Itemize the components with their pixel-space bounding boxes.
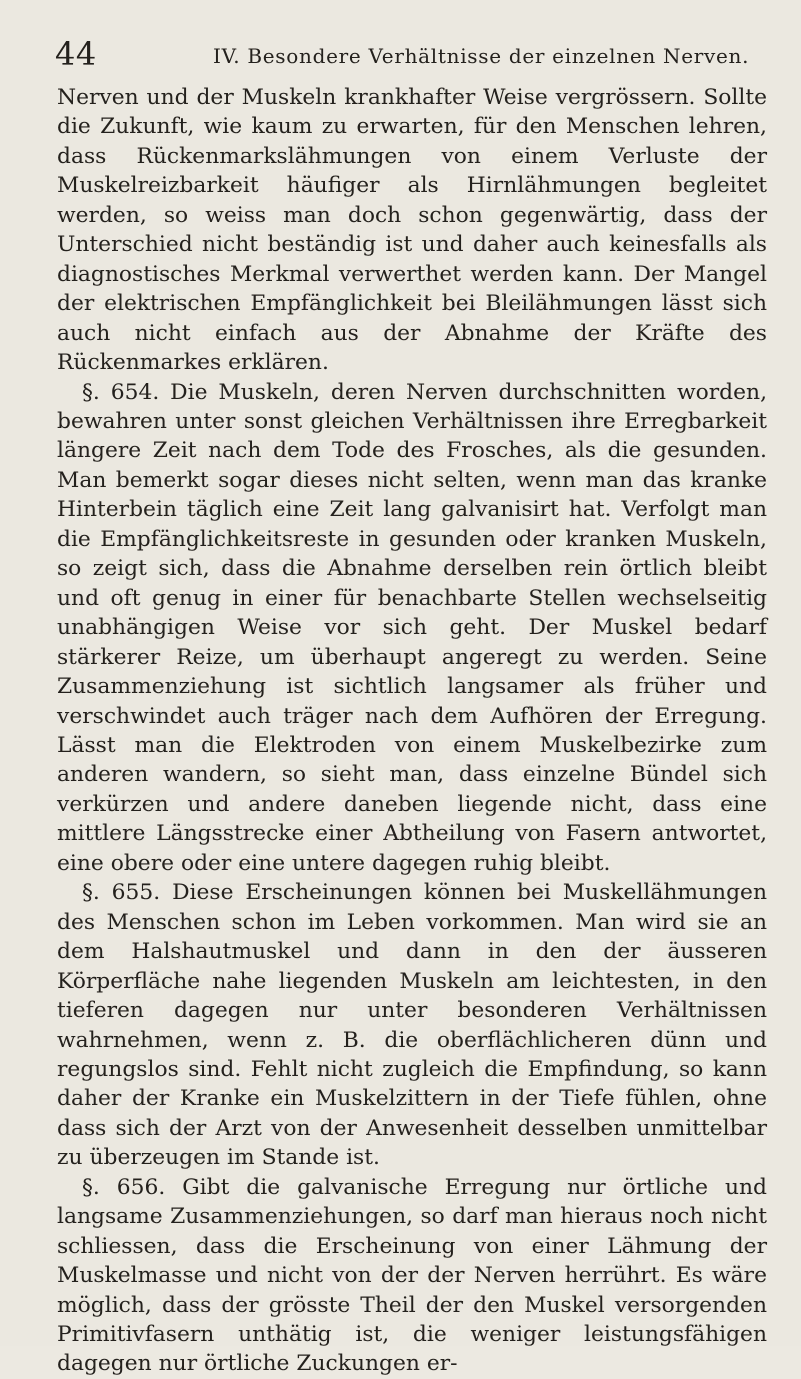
paragraph-section-656: §. 656. Gibt die galvanische Erregung nur örtliche und langsame Zusammenziehungen, so darf man hieraus noch nicht schliessen, dass die Erscheinung von einer Lähmung der Muskelmasse und nicht von der der Nerven herrührt. Es wäre möglich, dass der grösste Theil der den Muskel versorgenden Primitivfasern unthätig ist, die weniger leistungsfähigen dagegen nur örtliche Zuckungen er- (57, 1174, 767, 1377)
body-text (57, 83, 767, 1379)
running-head (55, 34, 775, 74)
paragraph-continuation: Nerven und der Muskeln krankhafter Weise vergrössern. Sollte die Zukunft, wie kaum zu erwarten, für den Menschen lehren, dass Rückenmarkslähmungen von einem Verluste der Muskelreizbarkeit häufiger als Hirnlähmungen begleitet werden, so weiss man doch schon gegenwärtig, dass der Unterschied nicht beständig ist und daher auch keinesfalls als diagnostisches Merkmal verwerthet werden kann. Der Mangel der elektrischen Empfänglichkeit bei Bleilähmungen lässt sich auch nicht einfach aus der Abnahme der Kräfte des Rückenmarkes erklären. (57, 85, 767, 376)
page-number: 44 (55, 35, 97, 73)
paragraph-section-654: §. 654. Die Muskeln, deren Nerven durchschnitten worden, bewahren unter sonst gleichen Verhältnissen ihre Erregbarkeit längere Zeit nach dem Tode des Frosches, als die gesunden. Man bemerkt sogar dieses nicht selten, wenn man das kranke Hinterbein täglich eine Zeit lang galvanisirt hat. Verfolgt man die Empfänglichkeitsreste in gesunden oder kranken Muskeln, so zeigt sich, dass die Abnahme derselben rein örtlich bleibt und oft genug in einer für benachbarte Stellen wechselseitig unabhängigen Weise vor sich geht. Der Muskel bedarf stärkerer Reize, um überhaupt angeregt zu werden. Seine Zusammenziehung ist sichtlich langsamer als früher und verschwindet auch träger nach dem Aufhören der Erregung. Lässt man die Elektroden von einem Muskelbezirke zum anderen wandern, so sieht man, dass einzelne Bündel sich verkürzen und andere daneben liegende nicht, dass eine mittlere Längsstrecke einer Abtheilung von Fasern antwortet, eine obere oder eine untere dagegen ruhig bleibt. (57, 379, 767, 876)
paragraph-section-655: §. 655. Diese Erscheinungen können bei Muskellähmungen des Menschen schon im Leben vorkommen. Man wird sie an dem Halshautmuskel und dann in den der äusseren Körperfläche nahe liegenden Muskeln am leichtesten, in den tieferen dagegen nur unter besonderen Verhältnissen wahrnehmen, wenn z. B. die oberflächlicheren dünn und regungslos sind. Fehlt nicht zugleich die Empfindung, so kann daher der Kranke ein Muskelzittern in der Tiefe fühlen, ohne dass sich der Arzt von der Anwesenheit desselben unmittelbar zu überzeugen im Stande ist. (57, 880, 767, 1171)
chapter-header: IV. Besondere Verhältnisse der einzelnen Nerven. (213, 44, 750, 68)
